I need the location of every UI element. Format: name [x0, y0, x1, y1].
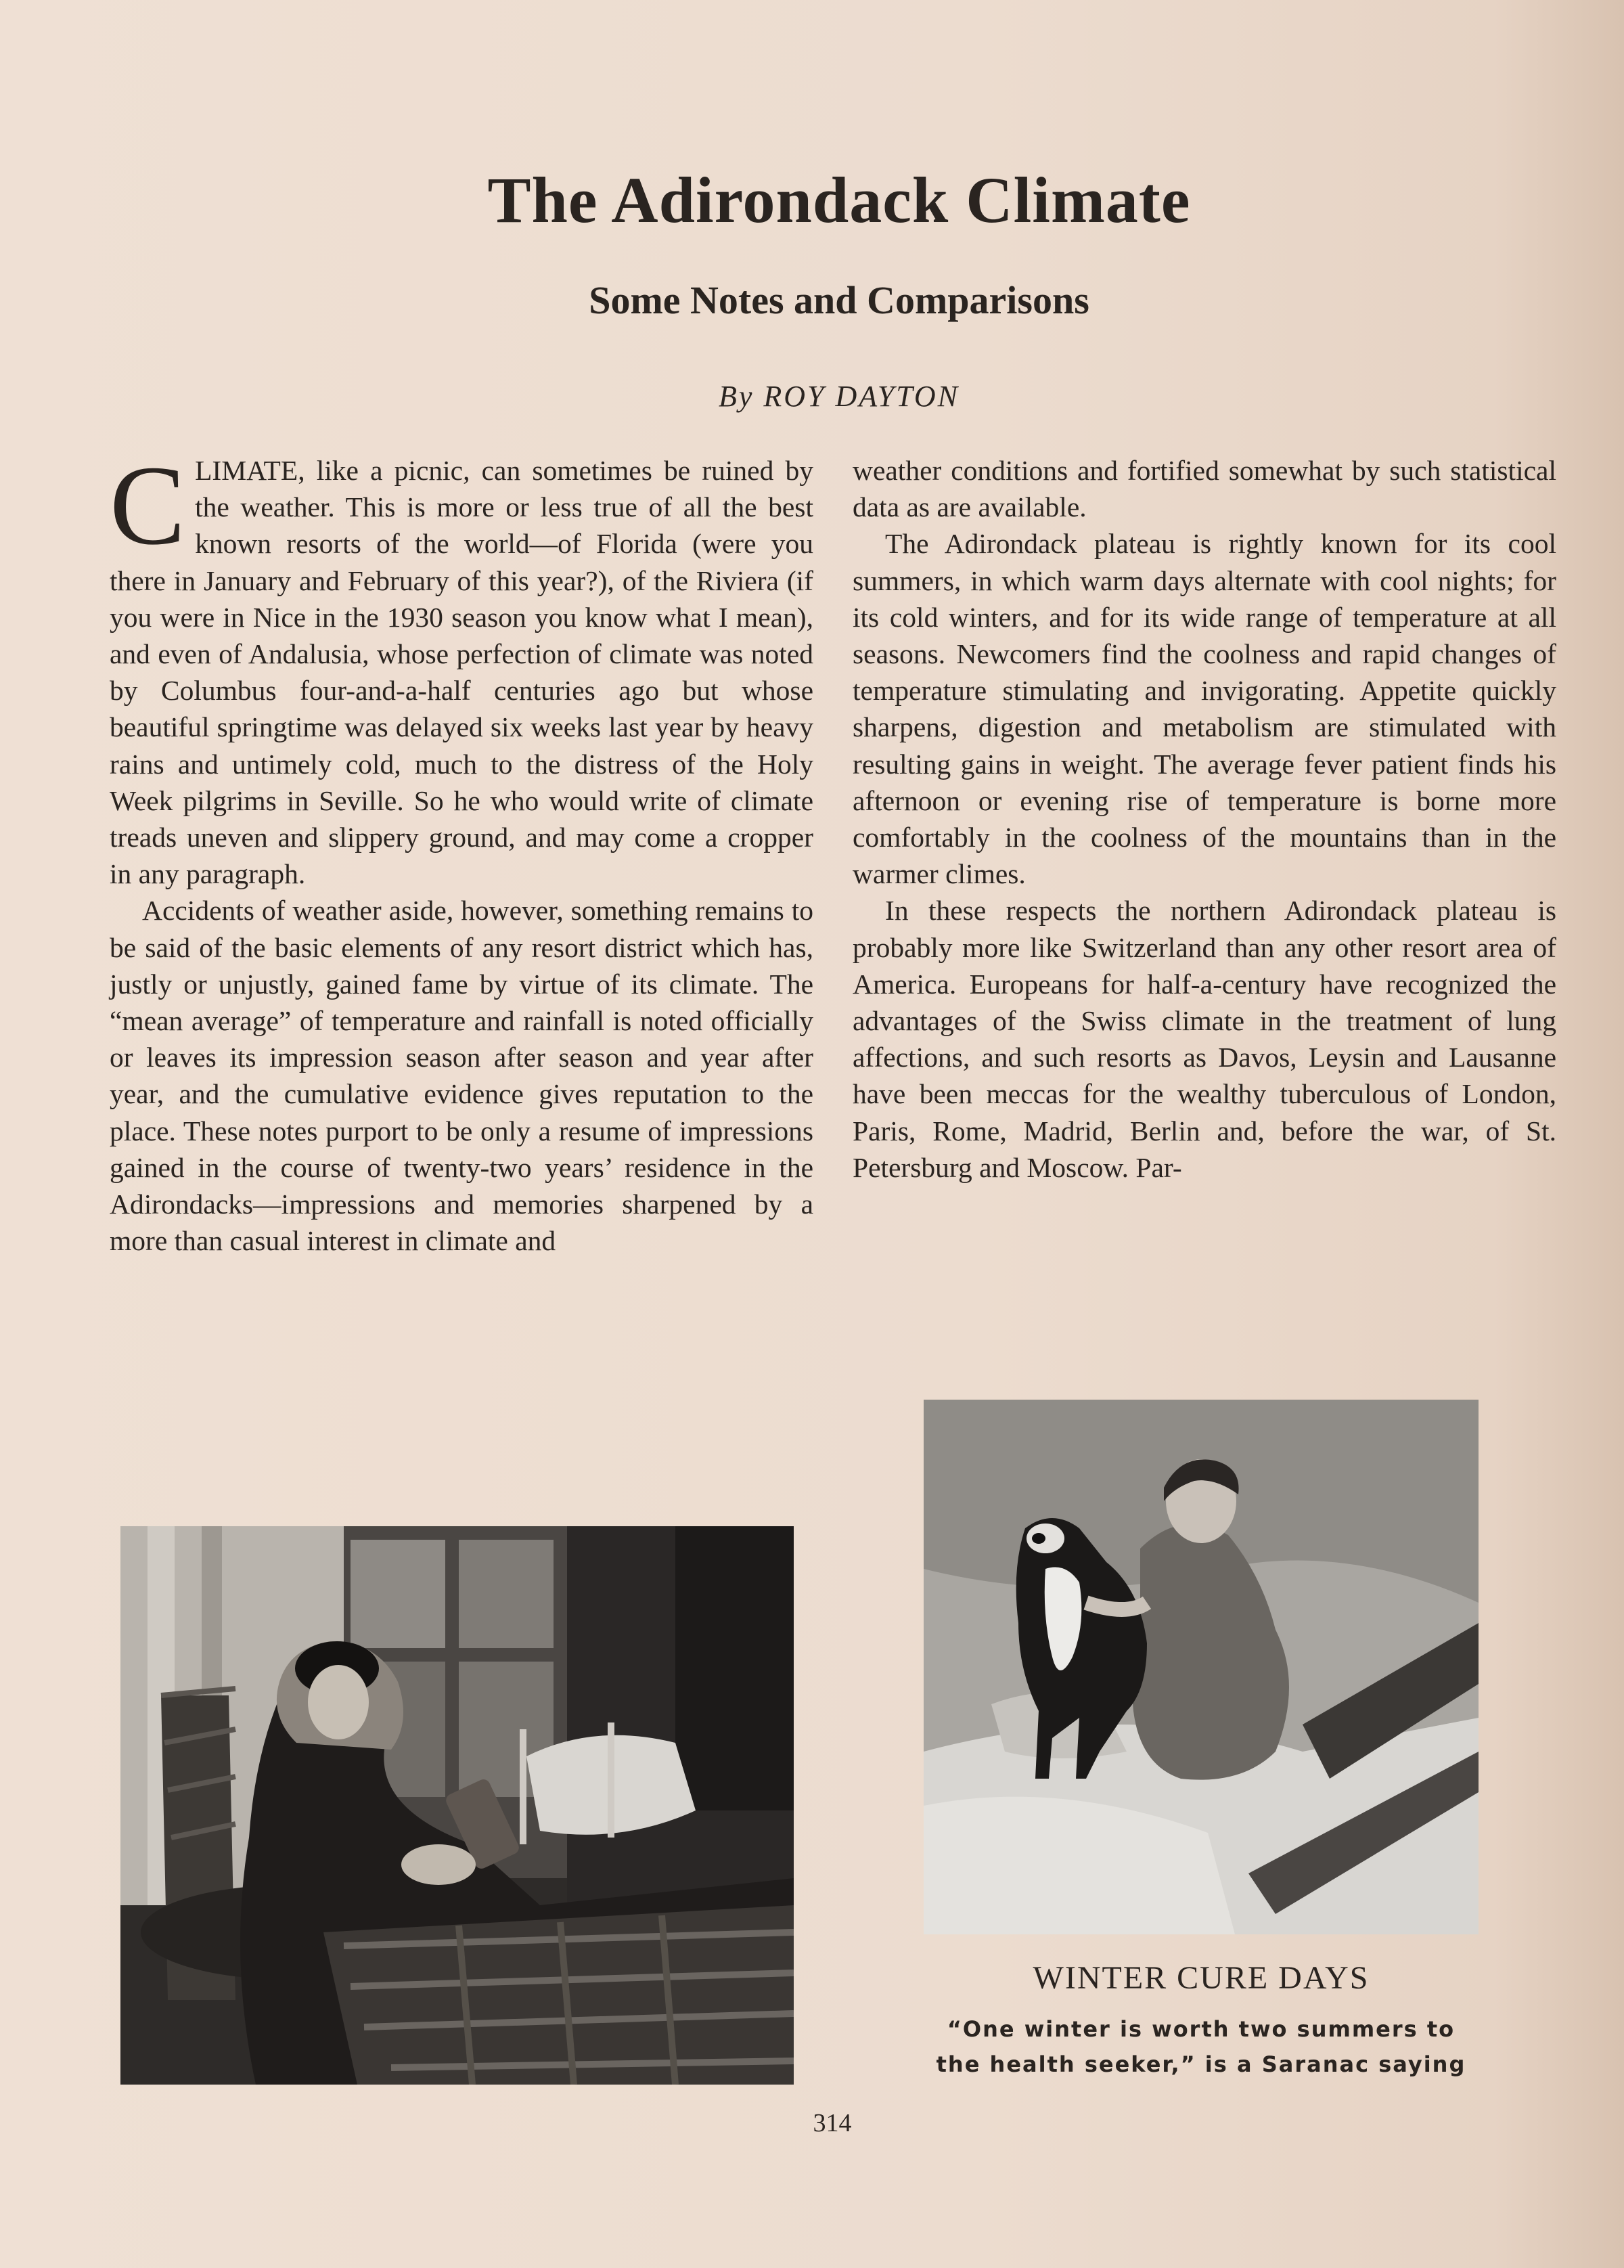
paragraph-3: The Adirondack plateau is rightly known for its cool summers, in which warm days alternate with cool nights; for its cold winters, and for its wide range of temperature at all seasons. Newcomers find the coolness and rapid changes of temperature stimulating and invigorating. Appetite quickly sharpens, digestion and metabolism are stimulated with resulting gains in weight. The average fever patient finds his afternoon or evening rise of temperature is borne more comfortably in the coolness of the mountains than in the warmer climes. — [853, 528, 1556, 890]
page-number: 314 — [813, 2109, 852, 2137]
photo-snow-scene-illustration — [924, 1400, 1479, 1934]
photo-cure-chair-patient — [120, 1526, 794, 2085]
caption-text: “One winter is worth two summers to the health seeker,” is a Saranac saying — [936, 2016, 1466, 2077]
caption-title: WINTER CURE DAYS — [1033, 1960, 1370, 1996]
paragraph-2-continued: weather conditions and fortified somewhat by such statistical data as are available. — [853, 455, 1556, 523]
article-title: The Adirondack Climate — [487, 164, 1191, 236]
paragraph-1-text: LIMATE, like a picnic, can sometimes be ruined by the weather. This is more or less true of all the best known resorts of the world—of Florida (were you there in January and February of this year?), of the Riviera (if you were in Nice in the 1930 season you know what I mean), and even of Andalusia, whose perfection of climate was noted by Columbus four-and-a-half centuries ago but whose beautiful springtime was delayed six weeks last year by heavy rains and untimely cold, much to the distress of the Holy Week pilgrims in Seville. So he who would write of climate treads uneven and slippery ground, and may come a cropper in any paragraph. — [110, 455, 813, 890]
photo-woman-with-dog-in-snow — [924, 1400, 1479, 1934]
article-subtitle: Some Notes and Comparisons — [589, 278, 1089, 322]
paragraph-1 — [110, 443, 813, 892]
drop-cap: C — [110, 443, 186, 569]
column-right — [853, 452, 1556, 1186]
column-left — [110, 443, 813, 1259]
paragraph-4: In these respects the northern Adirondack plateau is probably more like Switzerland than any other resort area of America. Europeans for half-a-century have recognized the advantages of the Swiss climate in the treatment of lung affections, and such resorts as Davos, Leysin and Lausanne have been meccas for the wealthy tuberculous of London, Paris, Rome, Madrid, Berlin and, before the war, of St. Petersburg and Moscow. Par- — [853, 895, 1556, 1183]
photo-cure-chair-illustration — [120, 1526, 794, 2085]
byline: By ROY DAYTON — [718, 380, 960, 413]
paragraph-2: Accidents of weather aside, however, something remains to be said of the basic elements of any resort district which has, justly or unjustly, gained fame by virtue of its climate. The “mean average” of temperature and rainfall is noted officially or leaves its impression season after season and year after year, and the cumulative evidence gives reputation to the place. These notes purport to be only a resume of impressions gained in the course of twenty-two years’ residence in the Adirondacks—impressions and memories sharpened by a more than casual interest in climate and — [110, 895, 813, 1257]
